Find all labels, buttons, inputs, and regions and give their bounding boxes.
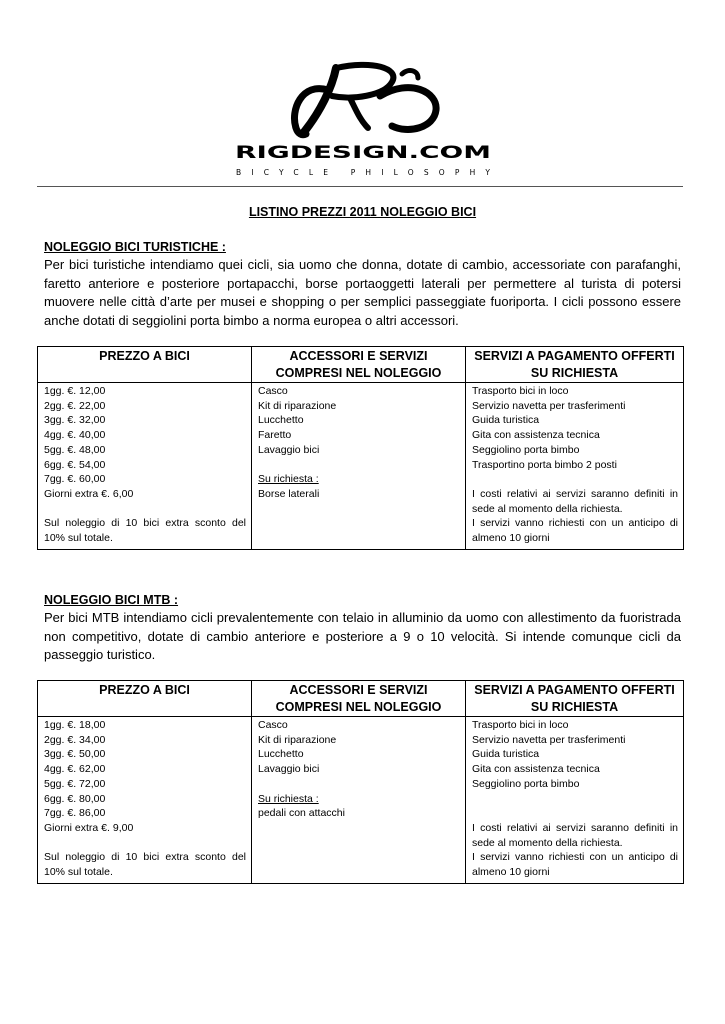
advance-note: I servizi vanno richiesti con un anticipo di almeno 10 giorni: [472, 851, 678, 878]
section-paragraph-mtb: Per bici MTB intendiamo cicli prevalentemente con telaio in alluminio da uomo con allestimento da fuoristrada non competitivo, dotate di cambio anteriore e posteriore a 9 o 10 velocità. Si intende comunque cicli da passeggio turistico.: [44, 610, 681, 662]
price-cell: [38, 383, 252, 550]
extra-days-price: Giorni extra €. 6,00: [44, 487, 134, 500]
price-line: 7gg. €. 60,00: [44, 473, 106, 486]
paid-services-cell: [466, 717, 684, 884]
included-item: Lucchetto: [258, 748, 304, 761]
paid-service-item: Trasporto bici in loco: [472, 385, 569, 397]
on-request-item: Borse laterali: [258, 487, 320, 500]
column-header-prezzo: PREZZO A BICI: [38, 347, 252, 383]
price-line: 5gg. €. 72,00: [44, 777, 106, 790]
paid-service-item: Trasporto bici in loco: [472, 719, 569, 731]
group-discount-note: Sul noleggio di 10 bici extra sconto del 10% sul totale.: [44, 851, 246, 879]
price-table-mtb: [37, 680, 684, 884]
price-line: 4gg. €. 40,00: [44, 429, 106, 442]
price-line: 7gg. €. 86,00: [44, 807, 106, 820]
price-line: 1gg. €. 12,00: [44, 385, 106, 397]
price-line: 6gg. €. 80,00: [44, 792, 106, 805]
price-line: 1gg. €. 18,00: [44, 719, 106, 731]
paid-service-item: Guida turistica: [472, 748, 540, 761]
on-request-label: Su richiesta :: [258, 792, 319, 805]
section-heading-turistiche: NOLEGGIO BICI TURISTICHE :: [44, 240, 226, 254]
price-cell: [38, 717, 252, 884]
column-header-servizi: SERVIZI A PAGAMENTO OFFERTI SU RICHIESTA: [466, 681, 684, 717]
rigdesign-logo: [232, 58, 494, 180]
included-item: Casco: [258, 719, 288, 731]
header-divider: [37, 186, 683, 187]
column-header-accessori: ACCESSORI E SERVIZI COMPRESI NEL NOLEGGIO: [252, 681, 466, 717]
included-item: Casco: [258, 385, 288, 397]
paid-service-item: Servizio navetta per trasferimenti: [472, 733, 626, 746]
included-cell: [252, 717, 466, 884]
logo-tagline: BICYCLE PHILOSOPHY: [236, 168, 490, 177]
advance-note: I servizi vanno richiesti con un anticipo di almeno 10 giorni: [472, 517, 678, 545]
price-table-turistiche: [37, 346, 684, 550]
price-line: 4gg. €. 62,00: [44, 763, 106, 776]
column-header-accessori: ACCESSORI E SERVIZI COMPRESI NEL NOLEGGIO: [252, 347, 466, 383]
table-row: [38, 717, 684, 884]
price-line: 6gg. €. 54,00: [44, 458, 106, 471]
included-item: Lavaggio bici: [258, 763, 320, 776]
price-line: 5gg. €. 48,00: [44, 443, 106, 456]
paid-service-item: Trasportino porta bimbo 2 posti: [472, 458, 617, 471]
costs-note: I costi relativi ai servizi saranno definiti in sede al momento della richiesta.: [472, 487, 678, 515]
included-item: Kit di riparazione: [258, 399, 337, 412]
table-header-row: [38, 347, 684, 383]
logo-brand-text: RIGDESIGN.COM: [235, 143, 491, 163]
column-header-servizi: SERVIZI A PAGAMENTO OFFERTI SU RICHIESTA: [466, 347, 684, 383]
price-line: 2gg. €. 34,00: [44, 733, 106, 746]
group-discount-note: Sul noleggio di 10 bici extra sconto del 10% sul totale.: [44, 517, 246, 545]
paid-service-item: Seggiolino porta bimbo: [472, 777, 580, 790]
included-cell: [252, 383, 466, 550]
paid-services-cell: [466, 383, 684, 550]
paid-service-item: Gita con assistenza tecnica: [472, 763, 600, 776]
bicycle-logo-icon: [232, 58, 494, 180]
page-title: LISTINO PREZZI 2011 NOLEGGIO BICI: [248, 205, 477, 219]
price-line: 3gg. €. 32,00: [44, 414, 106, 427]
included-item: Faretto: [258, 429, 292, 442]
extra-days-price: Giorni extra €. 9,00: [44, 821, 134, 834]
column-header-prezzo: PREZZO A BICI: [38, 681, 252, 717]
section-paragraph-turistiche: Per bici turistiche intendiamo quei cicli, sia uomo che donna, dotate di cambio, accessoriate con parafanghi, faretto anteriore e posteriore portapacchi, borse portaoggetti laterali per permettere al turista di potersi muovere nelle città d’arte per musei e shopping o per semplici passeggiate fuoriporta. I cicli possono essere anche dotati di seggiolini porta bimbo a norma europea o altri accessori.: [44, 257, 681, 328]
on-request-label: Su richiesta :: [258, 473, 319, 486]
paid-service-item: Seggiolino porta bimbo: [472, 443, 580, 456]
included-item: Lucchetto: [258, 414, 304, 427]
paid-service-item: Servizio navetta per trasferimenti: [472, 399, 626, 412]
section-heading-mtb: NOLEGGIO BICI MTB :: [44, 593, 179, 607]
price-line: 3gg. €. 50,00: [44, 748, 106, 761]
included-item: Kit di riparazione: [258, 733, 337, 746]
price-line: 2gg. €. 22,00: [44, 399, 106, 412]
table-header-row: [38, 681, 684, 717]
paid-service-item: Gita con assistenza tecnica: [472, 429, 600, 442]
paid-service-item: Guida turistica: [472, 414, 540, 427]
costs-note: I costi relativi ai servizi saranno definiti in sede al momento della richiesta.: [472, 821, 678, 849]
on-request-item: pedali con attacchi: [258, 807, 345, 820]
included-item: Lavaggio bici: [258, 443, 320, 456]
table-row: [38, 383, 684, 550]
